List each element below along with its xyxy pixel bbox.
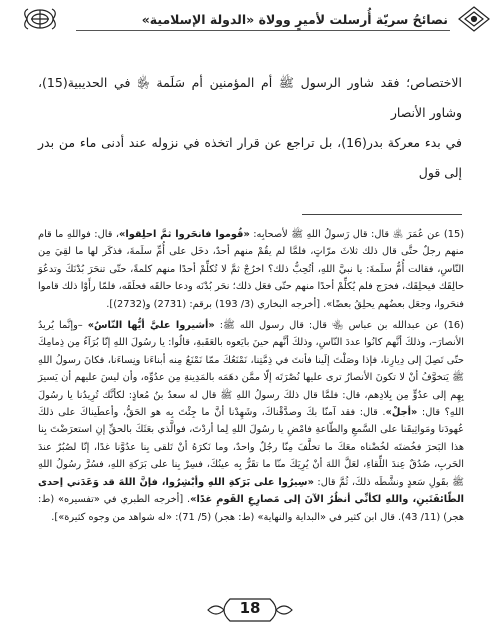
page-number: 18	[239, 599, 261, 617]
body-line: في بدء معركة بدر(16)، بل تراجع عن قرار اتخذه في نزوله عند أدنى ماء من بدر إلى قول	[38, 135, 462, 180]
main-body-text	[38, 68, 462, 188]
footnote-text: (15) عن عُمَرَ ﵁ قال: قال رَسولُ اللهِ ﷺ لأصحابِه:	[249, 229, 465, 240]
ornament-left-icon	[20, 4, 60, 34]
footnote-text: ، قال: فواللهِ ما قام منهم رجلٌ حتَّى قال ذلك ثلاثَ مرّاتٍ، فلمَّا لم يقُمْ منهم أحدٌ، دخَل على أُمِّ سلَمةَ، فذكَر لها ما لقِيَ مِن النّاسِ، فقالت أُمُّ سلَمةَ: يا نبيَّ اللهِ، أتُحِبُّ ذلك؟ اخرُجْ ثمَّ لا تُكلِّمْ أحدًا منهم كلمةً، حتّى تنحَرَ بُدْنَكَ وتدعُوَ حالِقَك فيحلِقَك، فخرَج فلم يُكلِّمْ أحدًا منهم حتّى فعَل ذلك؛ نحَر بُدْنَه ودعا حالقَه فحلَقَه، فلمّا رأَوْا ذلك قاموا فنحَروا، وجعَل بعضُهم يحلِقُ بعضًا». [أخرجه البخاري (3/ 193) برقم: (2731) و(2732)].	[38, 229, 464, 310]
footnote-2	[38, 317, 464, 526]
ornament-right-icon	[454, 4, 494, 34]
footnote-text: (16) عن عبدالله بن عباس ﵄ قال: قال رسول الله ﷺ:	[214, 320, 464, 332]
footnote-quote: «أجلْ»	[385, 407, 418, 419]
footnote-text: . قال: فقد آمنّا بكَ وصدَّقْناكَ، وشَهِدْنا أنَّ ما جِئْتَ بِه هو الحَقُّ، وأعطَيناكَ على ذلكَ عُهودَنا ومَواثِيقَنا على السَّمعِ والطّاعةِ فامْضِ يا رسُولَ اللهِ لِما أردْتَ، فوالَّذي بعَثَكَ بالحقِّ إنِ استعرَضْتَ بِنا هذا البَحرَ فخُضتَه لخُضْناه معَكَ ما تخلَّفَ مِنّا رجُلٌ واحدٌ، وما نَكرَهُ أنْ تَلقى بِنا عدُوَّنا غدًا، إنّا لصُبُرٌ عندَ الحَربِ، صُدُقٌ عِندَ اللِّقاءِ، لعَلَّ اللهَ أنْ يُرِيَكَ منّا ما تقَرُّ بِه عينُكَ، فسِرْ بِنا على بَرَكةِ اللهِ، فسُرَّ رسُولُ اللهِ ﷺ بقَولِ سَعدٍ ونشَّطَه ذلكَ، ثُمَّ قال:	[38, 407, 464, 488]
body-line: الاختصاص؛ فقد شاور الرسول ﷺ أم المؤمنين أم سَلَمة ﵂ في الحديبية(15)، وشاور الأنصار	[38, 75, 462, 120]
footnote-quote: «سِيرُوا على بَرَكةِ اللهِ وأبْشِرُوا، فإنَّ اللهَ قد وَعَدَني إحدى الطّائفَتَينِ، واللهِ لكأنِّي أنظُرُ الآنَ إلى مَصارِعِ القَومِ غدًا»	[38, 476, 464, 506]
running-header-title: نصائحُ سريّة أُرسلت لأميرٍ وولاة «الدولة الإسلامية»	[141, 12, 448, 27]
footnotes-section	[38, 226, 464, 530]
footnote-text: –وإنَّما يُريدُ الأنصارَ–، وذلكَ أنَّهم كانُوا عددَ النّاسِ، وذلكَ أنَّهم حينَ بايَعوه بالعَقَبةِ، قالُوا: يا رسُولَ اللهِ إنّا بُرَآءُ مِن ذِمامِكَ حتّى تَصِلَ إلى دِيارِنا، فإذا وصَلْتَ إلَينا فأنتَ في ذِمَّتِنا، نَمْنَعُكَ ممّا نَمْنَعُ مِنه أبناءَنا ونِساءَنا، فكانَ رسولُ اللهِ ﷺ يَتخوَّفُ أنْ لا تكونَ الأنصارُ ترى عليها نُصْرَتَه إلّا ممَّن دهَمَه بالمَدِينةِ مِن عدُوِّه، وأن ليسَ عليهم أن يَسيرَ بِهِم إلى عدُوٍّ مِن بِلادِهم، قال: فلمَّا قال ذلكَ رسولُ اللهِ ﷺ قال له سعدُ بنُ مُعاذٍ: لكأنَّك تُرِيدُنا يا رسُولَ اللهِ؟ قال:	[38, 320, 464, 419]
footnote-1	[38, 226, 464, 313]
footnote-divider	[302, 214, 462, 215]
header-rule	[76, 30, 450, 31]
footnote-text: . [أخرجه الطبري في «تفسيره» (ط: هجر) (11/ 43). قال ابن كثير في «البداية والنهاية» (ط: هجر) (5/ 71): «له شواهد من وجوه كثيرة»].	[38, 494, 464, 523]
footnote-quote: «قُوموا فانحَروا ثمَّ احلِقوا»	[119, 229, 250, 240]
page-header	[0, 0, 500, 40]
footnote-quote: «أشيروا عليَّ أيُّها النّاسُ»	[87, 320, 215, 332]
